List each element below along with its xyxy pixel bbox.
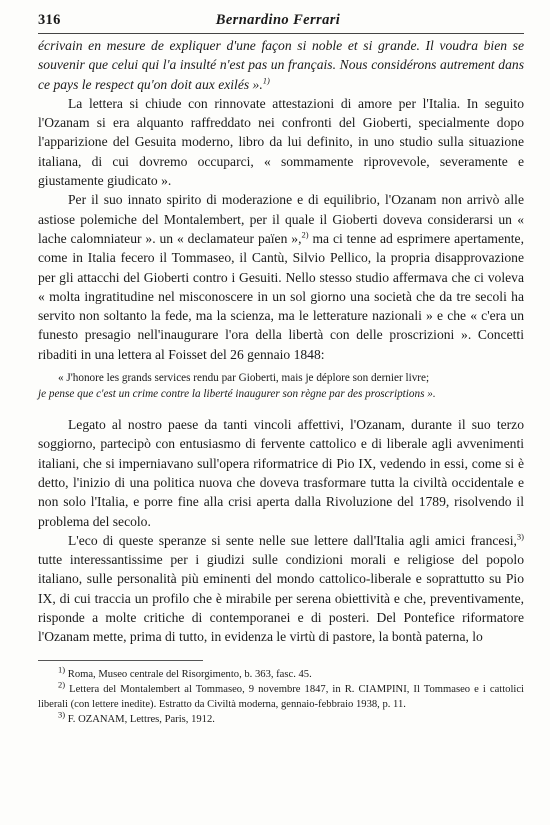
footnote-mark: 2): [58, 679, 66, 690]
block-quote: [38, 370, 524, 402]
paragraph: Legato al nostro paese da tanti vincoli affettivi, l'Ozanam, durante il suo terzo soggiorno, partecipò con entusiasmo di fervente cattolico e di liberale agli avvenimenti italiani, che si imperniavano sull'opera riformatrice di Pio IX, vedendo in essi, come si è detto, l'inizio di una politica nuova che doveva trasformare tutta la civiltà occidentale e non solo l'Italia, e porre fine alla crisi aperta dalla Rivoluzione del 1789, risolvendo il problema del secolo.: [38, 417, 524, 529]
paragraph: [38, 531, 524, 647]
header-rule: [38, 33, 524, 34]
footnote-ref: 1): [262, 75, 270, 86]
footnote: [38, 664, 524, 682]
main-text: [38, 36, 524, 727]
quote-line: « J'honore les grands services rendu par Gioberti, mais je déplore son dernier livre;: [58, 372, 430, 385]
running-header: [38, 12, 518, 32]
paragraph-french-quote-end: [38, 36, 524, 94]
footnote: [38, 679, 525, 712]
running-title: Bernardino Ferrari: [215, 12, 341, 28]
paragraph-text: tutte interessantissime per i giudizi sulle condizioni morali e religiose del popolo italiano, sulle personalità più eminenti del mondo cattolico-liberale e soprattutto su Pio IX, di cui traccia un profilo che è mirabile per serena obiettività e che, preventivamente, risponde a molte critiche di contemporanei e di posteri. Del Pontefice riformatore l'Ozanam mette, prima di tutto, in evidenza le virtù di pastore, la bontà paterna, lo: [38, 552, 524, 645]
footnote-rule: [38, 660, 203, 661]
paragraph-text: Per il suo innato spirito di moderazione e di equilibrio, l'Ozanam non arrivò alle astiose polemiche del Montalembert, per il quale il Gioberti doveva considerarsi un « lache calomniateur ». un « declamateur païen »,: [38, 192, 524, 246]
page-number: 316: [38, 12, 61, 28]
paragraph: [38, 190, 524, 364]
paragraph: La lettera si chiude con rinnovate attestazioni di amore per l'Italia. In seguito l'Ozanam si era alquanto raffreddato nei confronti del Gioberti, specialmente dopo l'apparizione del Gesuita moderno, libro da lui definito, in uno studio sulla situazione italiana, di cui dovremo occuparci, « sommamente riprovevole, severamente e giustamente giudicato ».: [38, 95, 524, 189]
paragraph-text: L'eco di queste speranze si sente nelle sue lettere dall'Italia agli amici francesi,: [68, 532, 517, 548]
footnote-text: F. OZANAM, Lettres, Paris, 1912.: [67, 713, 215, 725]
footnote-ref: 2): [301, 229, 309, 240]
footnote-ref: 3): [516, 531, 524, 542]
footnote: [38, 709, 524, 727]
footnote-mark: 1): [58, 664, 66, 675]
paragraph-text: écrivain en mesure de expliquer d'une façon si noble et si grande. Il voudra bien se souvenir que celui qui l'a insulté n'est pas un français. Nous considérons autrement dans ce pays le respect qu'on doit aux exilés ».: [38, 38, 524, 92]
quote-line: je pense que c'est un crime contre la liberté inaugurer son règne par des proscriptions ».: [38, 388, 436, 401]
footnote-text: Roma, Museo centrale del Risorgimento, b. 363, fasc. 45.: [67, 668, 312, 680]
footnote-mark: 3): [58, 709, 66, 720]
paragraph-text: ma ci tenne ad esprimere apertamente, come in Italia fecero il Tommaseo, il Cantù, Silvio Pellico, la propria disapprovazione per gli attacchi del Gioberti contro i Gesuiti. Nello stesso studio affermava che ci voleva « molta ingratitudine nel misconoscere in un sol giorno una società che da tre secoli ha servito non soltanto la fede, ma la scienza, ma le letterature nazionali » e che « c'era un funesto presagio nell'inaugurare l'ora della libertà con delle proscrizioni ». Concetti ribaditi in una lettera al Foisset del 26 gennaio 1848:: [38, 230, 524, 362]
footnote-text: Lettera del Montalembert al Tommaseo, 9 novembre 1847, in R. CIAMPINI, Il Tommaseo e i cattolici liberali (con lettere inedite). Estratto da Civiltà moderna, gennaio-febbraio 1938, p. 11.: [38, 683, 525, 710]
